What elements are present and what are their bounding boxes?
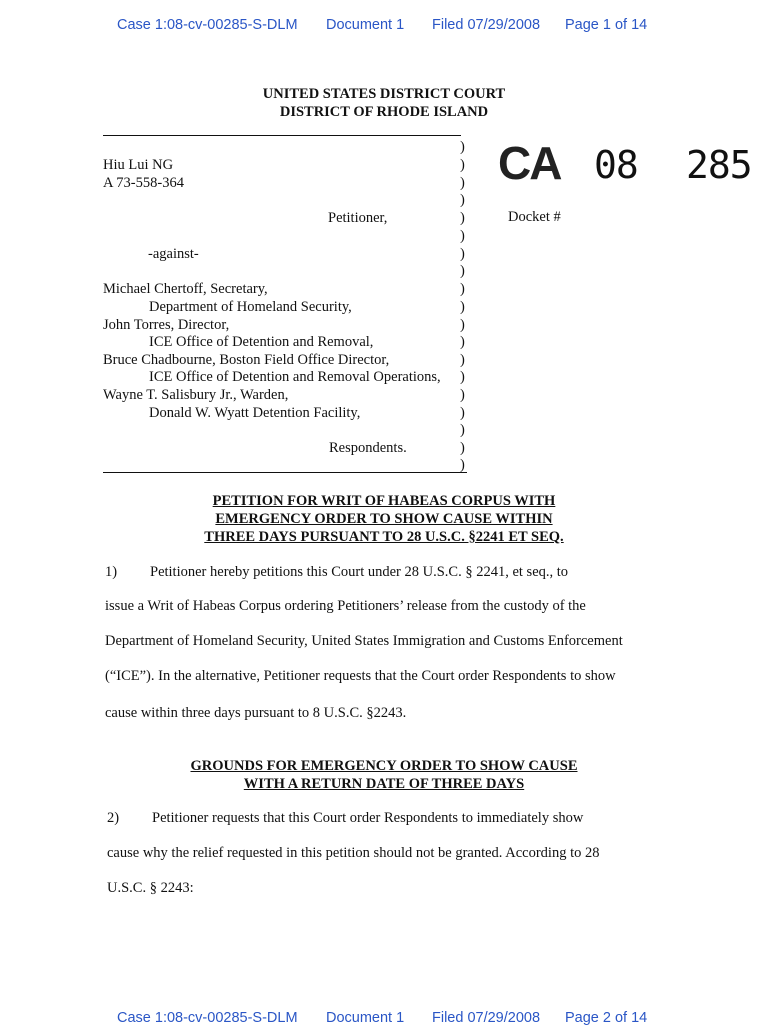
paragraph-line: cause within three days pursuant to 8 U.S.C. §2243.	[105, 705, 407, 721]
ecf-header	[0, 17, 768, 37]
petitioner-role: Petitioner,	[328, 210, 388, 226]
respondent-line: Donald W. Wyatt Detention Facility,	[149, 405, 361, 421]
paragraph-line: (“ICE”). In the alternative, Petitioner requests that the Court order Respondents to show	[105, 668, 616, 684]
grounds-title-line: GROUNDS FOR EMERGENCY ORDER TO SHOW CAUSE	[190, 758, 578, 774]
petition-title-line: EMERGENCY ORDER TO SHOW CAUSE WITHIN	[215, 511, 553, 527]
caption-paren: )	[460, 263, 465, 279]
case-stamp-year: 08	[594, 143, 638, 187]
paragraph-number: 1)	[105, 564, 118, 580]
caption-paren: )	[460, 228, 465, 244]
caption-paren: )	[460, 246, 465, 262]
case-stamp-prefix: CA	[498, 137, 561, 189]
header-page-number: Page 1 of 14	[565, 17, 648, 33]
paragraph-line: issue a Writ of Habeas Corpus ordering Petitioners’ release from the custody of the	[105, 598, 586, 614]
caption-paren: )	[460, 210, 465, 226]
against-label: -against-	[148, 246, 199, 262]
ecf-footer-next-page	[0, 1010, 768, 1030]
caption-paren: )	[460, 352, 465, 368]
court-name: UNITED STATES DISTRICT COURT	[262, 86, 506, 102]
footer-page-number: Page 2 of 14	[565, 1010, 648, 1026]
caption-paren: )	[460, 317, 465, 333]
respondent-line: Bruce Chadbourne, Boston Field Office Director,	[103, 352, 390, 368]
footer-document: Document 1	[326, 1010, 405, 1026]
paragraph-line: U.S.C. § 2243:	[107, 880, 194, 896]
header-document: Document 1	[326, 17, 405, 33]
paragraph-line: Department of Homeland Security, United States Immigration and Customs Enforcement	[105, 633, 623, 649]
caption-paren: )	[460, 422, 465, 438]
petition-title-line: THREE DAYS PURSUANT TO 28 U.S.C. §2241 ET SEQ.	[204, 529, 564, 545]
respondent-line: Wayne T. Salisbury Jr., Warden,	[103, 387, 289, 403]
petitioner-name: Hiu Lui NG	[103, 157, 174, 173]
caption-paren: )	[460, 440, 465, 456]
respondent-line: John Torres, Director,	[103, 317, 230, 333]
caption-paren: )	[460, 281, 465, 297]
paragraph-number: 2)	[107, 810, 120, 826]
caption-bottom-rule	[103, 472, 467, 473]
respondent-line: Department of Homeland Security,	[149, 299, 352, 315]
caption-paren: )	[460, 457, 465, 473]
header-filed-date: Filed 07/29/2008	[432, 17, 541, 33]
caption-top-rule	[103, 135, 461, 136]
paragraph-line: cause why the relief requested in this petition should not be granted. According to 28	[107, 845, 600, 861]
caption-paren: )	[460, 369, 465, 385]
paragraph-line: Petitioner hereby petitions this Court under 28 U.S.C. § 2241, et seq., to	[150, 564, 569, 580]
paragraph-line: Petitioner requests that this Court order Respondents to immediately show	[152, 810, 584, 826]
caption-paren: )	[460, 157, 465, 173]
caption-paren: )	[460, 334, 465, 350]
petitioner-alien-number: A 73-558-364	[103, 175, 184, 191]
docket-label: Docket #	[508, 209, 561, 225]
petition-title-line: PETITION FOR WRIT OF HABEAS CORPUS WITH	[212, 493, 556, 509]
caption-paren: )	[460, 192, 465, 208]
caption-paren: )	[460, 387, 465, 403]
respondents-role: Respondents.	[329, 440, 407, 456]
caption-paren: )	[460, 175, 465, 191]
caption-paren: )	[460, 139, 465, 155]
respondent-line: ICE Office of Detention and Removal Operations,	[149, 369, 441, 385]
case-stamp-number: 285	[686, 143, 752, 187]
court-district: DISTRICT OF RHODE ISLAND	[279, 104, 489, 120]
footer-filed-date: Filed 07/29/2008	[432, 1010, 541, 1026]
caption-paren: )	[460, 405, 465, 421]
grounds-title-line: WITH A RETURN DATE OF THREE DAYS	[243, 776, 525, 792]
footer-case-number: Case 1:08-cv-00285-S-DLM	[117, 1010, 298, 1026]
header-case-number: Case 1:08-cv-00285-S-DLM	[117, 17, 298, 33]
respondent-line: Michael Chertoff, Secretary,	[103, 281, 268, 297]
respondent-line: ICE Office of Detention and Removal,	[149, 334, 374, 350]
caption-paren: )	[460, 299, 465, 315]
